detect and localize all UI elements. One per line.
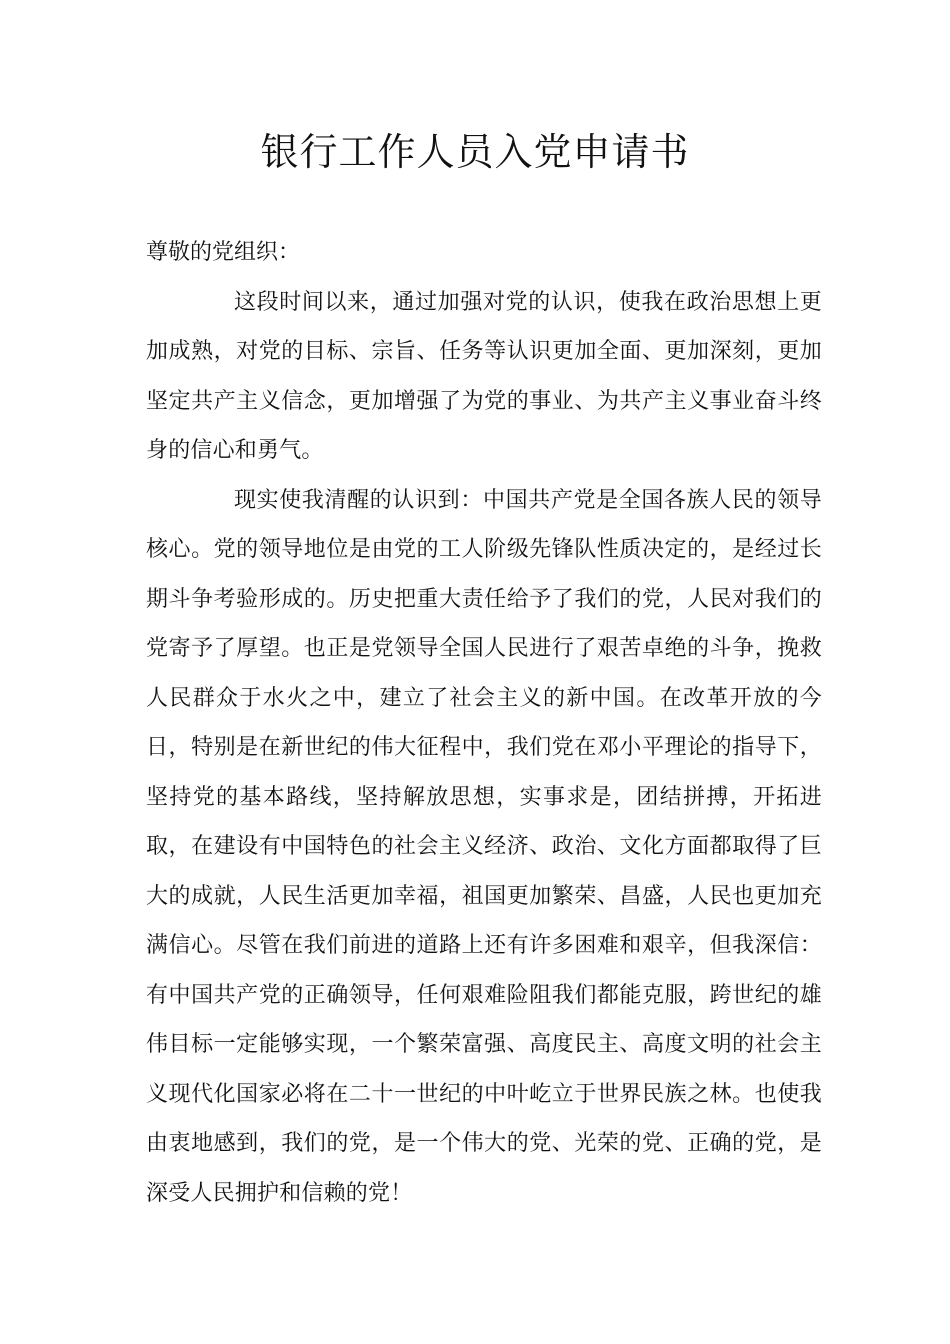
document-title: 银行工作人员入党申请书: [260, 130, 690, 174]
salutation: 尊敬的党组织：: [146, 240, 301, 265]
paragraph-1: 这段时间以来，通过加强对党的认识，使我在政治思想上更加成熟，对党的目标、宗旨、任务等认识更加全面、更加深刻，更加坚定共产主义信念，更加增强了为党的事业、为共产主义事业奋斗终身的信心和勇气。: [146, 289, 822, 463]
document-body: [146, 228, 822, 1218]
paragraph-2: 现实使我清醒的认识到：中国共产党是全国各族人民的领导核心。党的领导地位是由党的工人阶级先锋队性质决定的，是经过长期斗争考验形成的。历史把重大责任给予了我们的党，人民对我们的党寄予了厚望。也正是党领导全国人民进行了艰苦卓绝的斗争，挽救人民群众于水火之中，建立了社会主义的新中国。在改革开放的今日，特别是在新世纪的伟大征程中，我们党在邓小平理论的指导下，坚持党的基本路线，坚持解放思想，实事求是，团结拼搏，开拓进取，在建设有中国特色的社会主义经济、政治、文化方面都取得了巨大的成就，人民生活更加幸福，祖国更加繁荣、昌盛，人民也更加充满信心。尽管在我们前进的道路上还有许多困难和艰辛，但我深信：有中国共产党的正确领导，任何艰难险阻我们都能克服，跨世纪的雄伟目标一定能够实现，一个繁荣富强、高度民主、高度文明的社会主义现代化国家必将在二十一世纪的中叶屹立于世界民族之林。也使我由衷地感到，我们的党，是一个伟大的党、光荣的党、正确的党，是深受人民拥护和信赖的党！: [146, 487, 822, 1206]
